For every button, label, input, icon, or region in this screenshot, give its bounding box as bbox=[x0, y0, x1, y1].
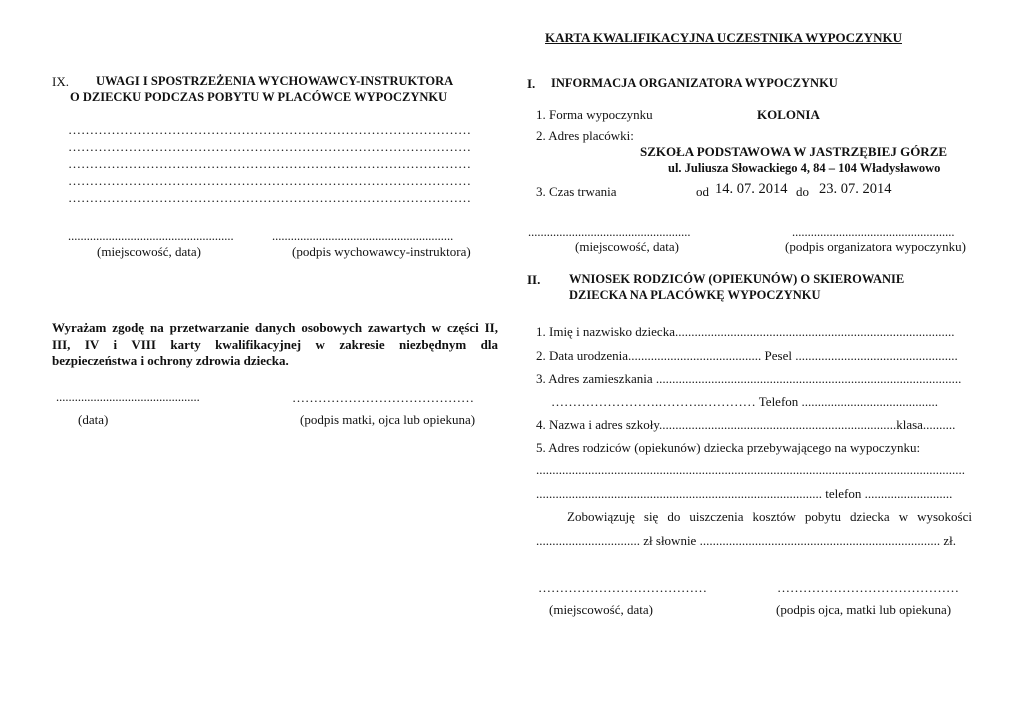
section-i-heading: INFORMACJA ORGANIZATORA WYPOCZYNKU bbox=[551, 76, 838, 90]
remarks-line-4[interactable]: ………………………………………………………………………………… bbox=[68, 173, 471, 188]
i-organizer-signature-field[interactable]: .................................................... bbox=[792, 225, 955, 239]
parents-phone-field[interactable]: ........................................................................................ telefon ........................... bbox=[536, 486, 953, 501]
section-ix-heading-line2: O DZIECKU PODCZAS POBYTU W PLACÓWCE WYPOCZYNKU bbox=[70, 90, 448, 104]
obligation-amount-field[interactable]: ................................ zł słownie .......................................................................... zł. bbox=[536, 533, 956, 548]
section-ii-number: II. bbox=[527, 272, 541, 287]
duration-date-from: 14. 07. 2014 bbox=[715, 181, 788, 197]
home-address-field[interactable]: 3. Adres zamieszkania .............................................................................................. bbox=[536, 371, 962, 386]
consent-signature-field[interactable]: …………………………………… bbox=[292, 390, 474, 405]
consent-signature-label: (podpis matki, ojca lub opiekuna) bbox=[300, 412, 476, 427]
ix-signature-label: (podpis wychowawcy-instruktora) bbox=[292, 244, 471, 259]
form-type-value: KOLONIA bbox=[757, 107, 820, 122]
section-ii-heading-line1: WNIOSEK RODZICÓW (OPIEKUNÓW) O SKIEROWANIE bbox=[569, 272, 905, 286]
i-place-date-field[interactable]: .................................................... bbox=[528, 225, 691, 239]
obligation-text: Zobowiązuję się do uiszczenia kosztów pobytu dziecka w wysokości bbox=[567, 509, 972, 524]
form-type-label: 1. Forma wypoczynku bbox=[536, 107, 653, 122]
duration-date-to: 23. 07. 2014 bbox=[819, 181, 892, 197]
consent-text-line1: Wyrażam zgodę na przetwarzanie danych osobowych zawartych w części II, bbox=[52, 320, 498, 335]
birth-pesel-field[interactable]: 2. Data urodzenia......................................... Pesel .................................................. bbox=[536, 348, 958, 363]
i-organizer-signature-label: (podpis organizatora wypoczynku) bbox=[785, 239, 966, 254]
ii-place-date-label: (miejscowość, data) bbox=[549, 602, 653, 617]
duration-label: 3. Czas trwania bbox=[536, 184, 617, 199]
ii-parent-signature-field[interactable]: …………………………………… bbox=[777, 580, 959, 595]
remarks-line-5[interactable]: ………………………………………………………………………………… bbox=[68, 190, 471, 205]
ii-parent-signature-label: (podpis ojca, matki lub opiekuna) bbox=[776, 602, 952, 617]
duration-od: od bbox=[696, 184, 709, 199]
remarks-line-3[interactable]: ………………………………………………………………………………… bbox=[68, 156, 471, 171]
ii-place-date-field[interactable]: ………………………………… bbox=[538, 580, 707, 595]
consent-text-line2: III, IV i VIII karty kwalifikacyjnej w zakresie niezbędnym dla bbox=[52, 337, 498, 352]
school-class-field[interactable]: 4. Nazwa i adres szkoły.........................................................................klasa.......... bbox=[536, 417, 956, 432]
consent-date-label: (data) bbox=[78, 412, 109, 427]
section-i-number: I. bbox=[527, 76, 536, 91]
i-place-date-label: (miejscowość, data) bbox=[575, 239, 679, 254]
address-phone-field[interactable]: …………………….………..………… Telefon .......................................... bbox=[551, 394, 939, 409]
ix-signature-field[interactable]: .......................................................... bbox=[272, 229, 454, 243]
section-ix-number: IX. bbox=[52, 74, 69, 89]
ix-place-date-field[interactable]: ..................................................... bbox=[68, 229, 234, 243]
parents-address-label: 5. Adres rodziców (opiekunów) dziecka przebywającego na wypoczynku: bbox=[536, 440, 921, 455]
duration-do: do bbox=[796, 184, 809, 199]
section-ix-heading-line1: UWAGI I SPOSTRZEŻENIA WYCHOWAWCY-INSTRUKTORA bbox=[96, 74, 454, 88]
form-title: KARTA KWALIFIKACYJNA UCZESTNIKA WYPOCZYNKU bbox=[545, 30, 902, 45]
facility-address-label: 2. Adres placówki: bbox=[536, 128, 634, 143]
section-ii-heading-line2: DZIECKA NA PLACÓWKĘ WYPOCZYNKU bbox=[569, 288, 821, 302]
remarks-line-1[interactable]: ………………………………………………………………………………… bbox=[68, 122, 471, 137]
ix-place-date-label: (miejscowość, data) bbox=[97, 244, 201, 259]
facility-address-line1: SZKOŁA PODSTAWOWA W JASTRZĘBIEJ GÓRZE bbox=[640, 144, 948, 159]
consent-date-field[interactable]: .............................................. bbox=[56, 390, 200, 404]
consent-text-line3: bezpieczeństwa i ochrony zdrowia dziecka. bbox=[52, 353, 289, 368]
child-name-field[interactable]: 1. Imię i nazwisko dziecka...................................................................................... bbox=[536, 324, 955, 339]
facility-address-line2: ul. Juliusza Słowackiego 4, 84 – 104 Władysławowo bbox=[668, 161, 941, 175]
parents-address-field[interactable]: .................................................................................................................................... bbox=[536, 462, 965, 477]
remarks-line-2[interactable]: ………………………………………………………………………………… bbox=[68, 139, 471, 154]
